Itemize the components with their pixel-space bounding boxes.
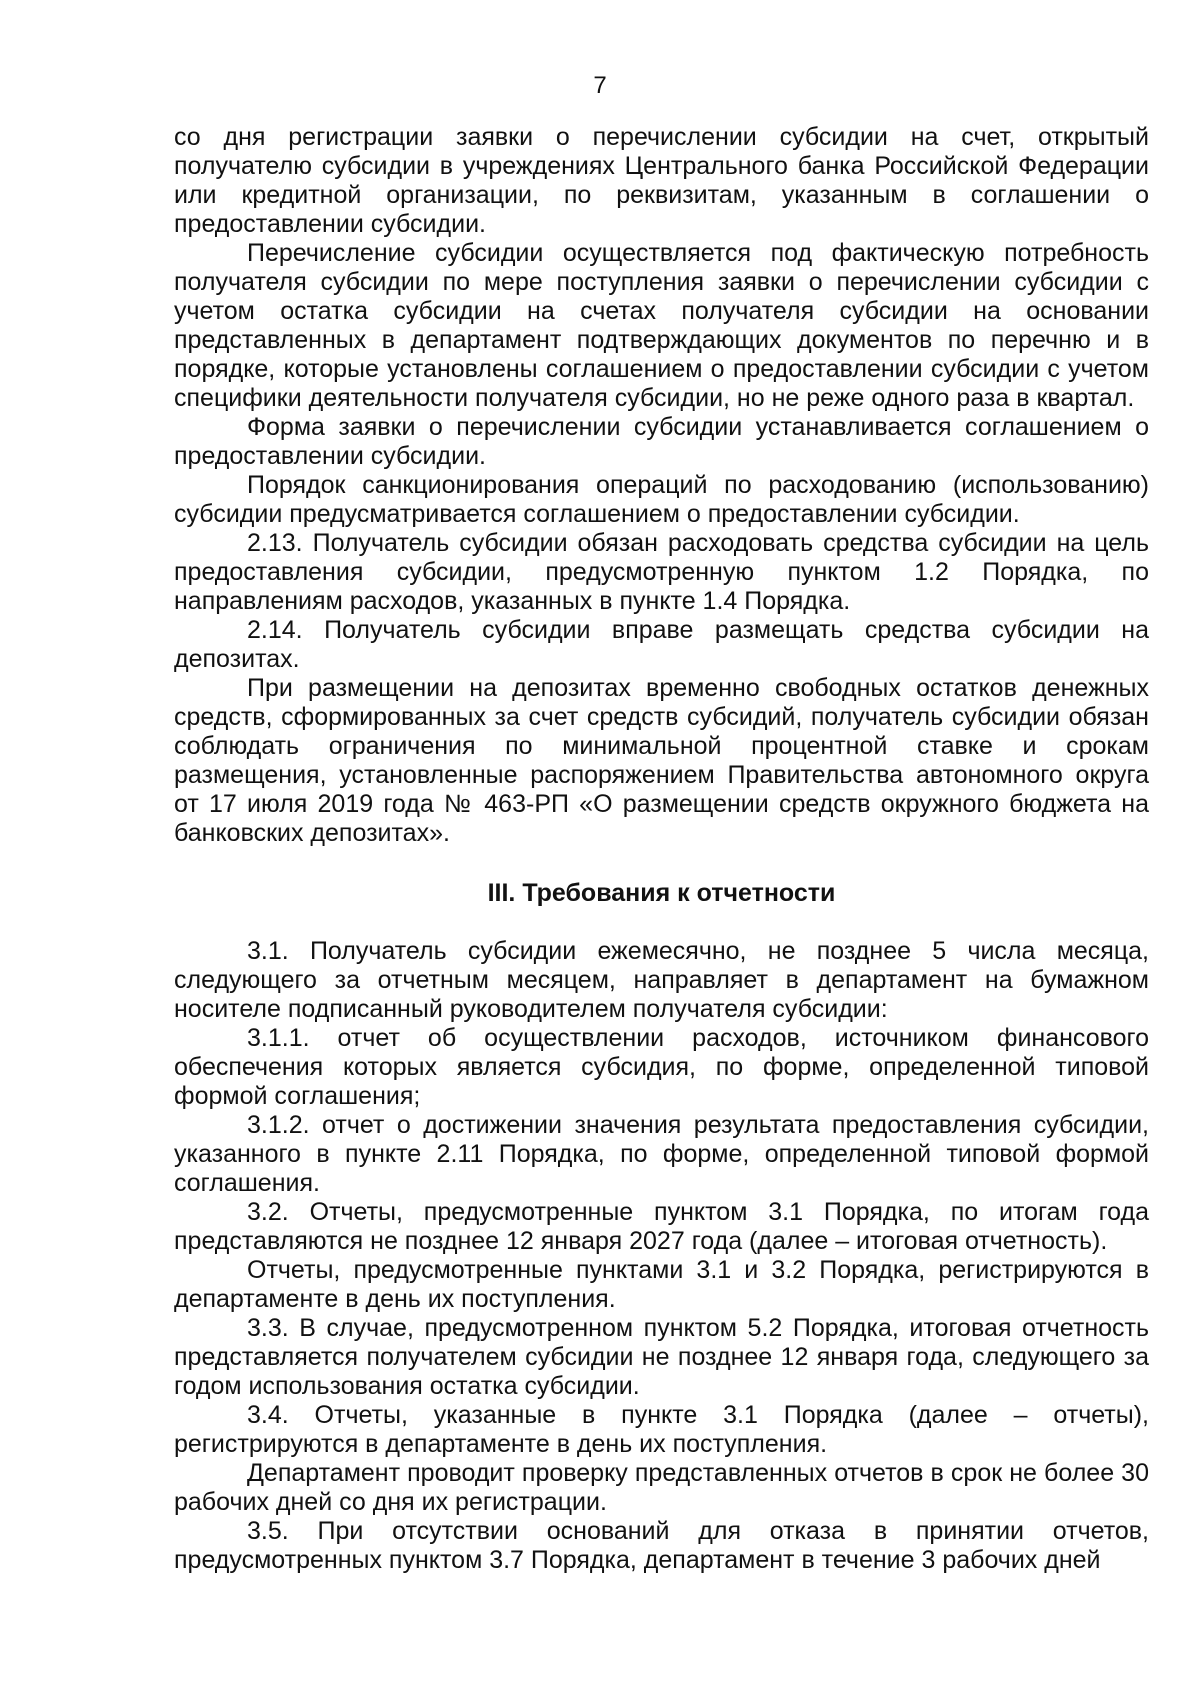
paragraph: Департамент проводит проверку представленных отчетов в срок не более 30 рабочих дней со дня их регистрации. — [174, 1459, 1149, 1516]
paragraph: Порядок санкционирования операций по расходованию (использованию) субсидии предусматривается соглашением о предоставлении субсидии. — [174, 471, 1149, 528]
paragraph: 3.2. Отчеты, предусмотренные пунктом 3.1 Порядка, по итогам года представляются не позднее 12 января 2027 года (далее – итоговая отчетность). — [174, 1198, 1149, 1255]
paragraph: 3.3. В случае, предусмотренном пунктом 5.2 Порядка, итоговая отчетность представляется получателем субсидии не позднее 12 января года, следующего за годом использования остатка субсидии. — [174, 1314, 1149, 1400]
paragraph: со дня регистрации заявки о перечислении субсидии на счет, открытый получателю субсидии в учреждениях Центрального банка Российской Федерации или кредитной организации, по реквизитам, указанным в соглашении о предоставлении субсидии. — [174, 123, 1149, 238]
paragraph: При размещении на депозитах временно свободных остатков денежных средств, сформированных за счет средств субсидий, получатель субсидии обязан соблюдать ограничения по минимальной процентной ставке и срокам размещения, установленные распоряжением Правительства автономного округа от 17 июля 2019 года № 463-РП «О размещении средств окружного бюджета на банковских депозитах». — [174, 674, 1149, 847]
document-body — [174, 123, 1149, 1575]
paragraph: 2.14. Получатель субсидии вправе размещать средства субсидии на депозитах. — [174, 616, 1149, 673]
paragraph: 3.1.1. отчет об осуществлении расходов, источником финансового обеспечения которых является субсидия, по форме, определенной типовой формой соглашения; — [174, 1024, 1149, 1110]
paragraph: Перечисление субсидии осуществляется под фактическую потребность получателя субсидии по мере поступления заявки о перечислении субсидии с учетом остатка субсидии на счетах получателя субсидии на основании представленных в департамент подтверждающих документов по перечню и в порядке, которые установлены соглашением о предоставлении субсидии с учетом специфики деятельности получателя субсидии, но не реже одного раза в квартал. — [174, 239, 1149, 412]
paragraph: Форма заявки о перечислении субсидии устанавливается соглашением о предоставлении субсидии. — [174, 413, 1149, 470]
paragraphs-after-heading — [174, 937, 1149, 1575]
paragraphs-before-heading — [174, 123, 1149, 848]
paragraph: 3.5. При отсутствии оснований для отказа в принятии отчетов, предусмотренных пунктом 3.7 Порядка, департамент в течение 3 рабочих дней — [174, 1517, 1149, 1574]
paragraph: 3.1.2. отчет о достижении значения результата предоставления субсидии, указанного в пункте 2.11 Порядка, по форме, определенной типовой формой соглашения. — [174, 1111, 1149, 1197]
paragraph: 3.4. Отчеты, указанные в пункте 3.1 Порядка (далее – отчеты), регистрируются в департаменте в день их поступления. — [174, 1401, 1149, 1458]
paragraph: Отчеты, предусмотренные пунктами 3.1 и 3.2 Порядка, регистрируются в департаменте в день их поступления. — [174, 1256, 1149, 1313]
page-number: 7 — [593, 72, 607, 99]
section-heading: III. Требования к отчетности — [487, 879, 836, 907]
paragraph: 3.1. Получатель субсидии ежемесячно, не позднее 5 числа месяца, следующего за отчетным месяцем, направляет в департамент на бумажном носителе подписанный руководителем получателя субсидии: — [174, 937, 1149, 1023]
paragraph: 2.13. Получатель субсидии обязан расходовать средства субсидии на цель предоставления субсидии, предусмотренную пунктом 1.2 Порядка, по направлениям расходов, указанных в пункте 1.4 Порядка. — [174, 529, 1149, 615]
